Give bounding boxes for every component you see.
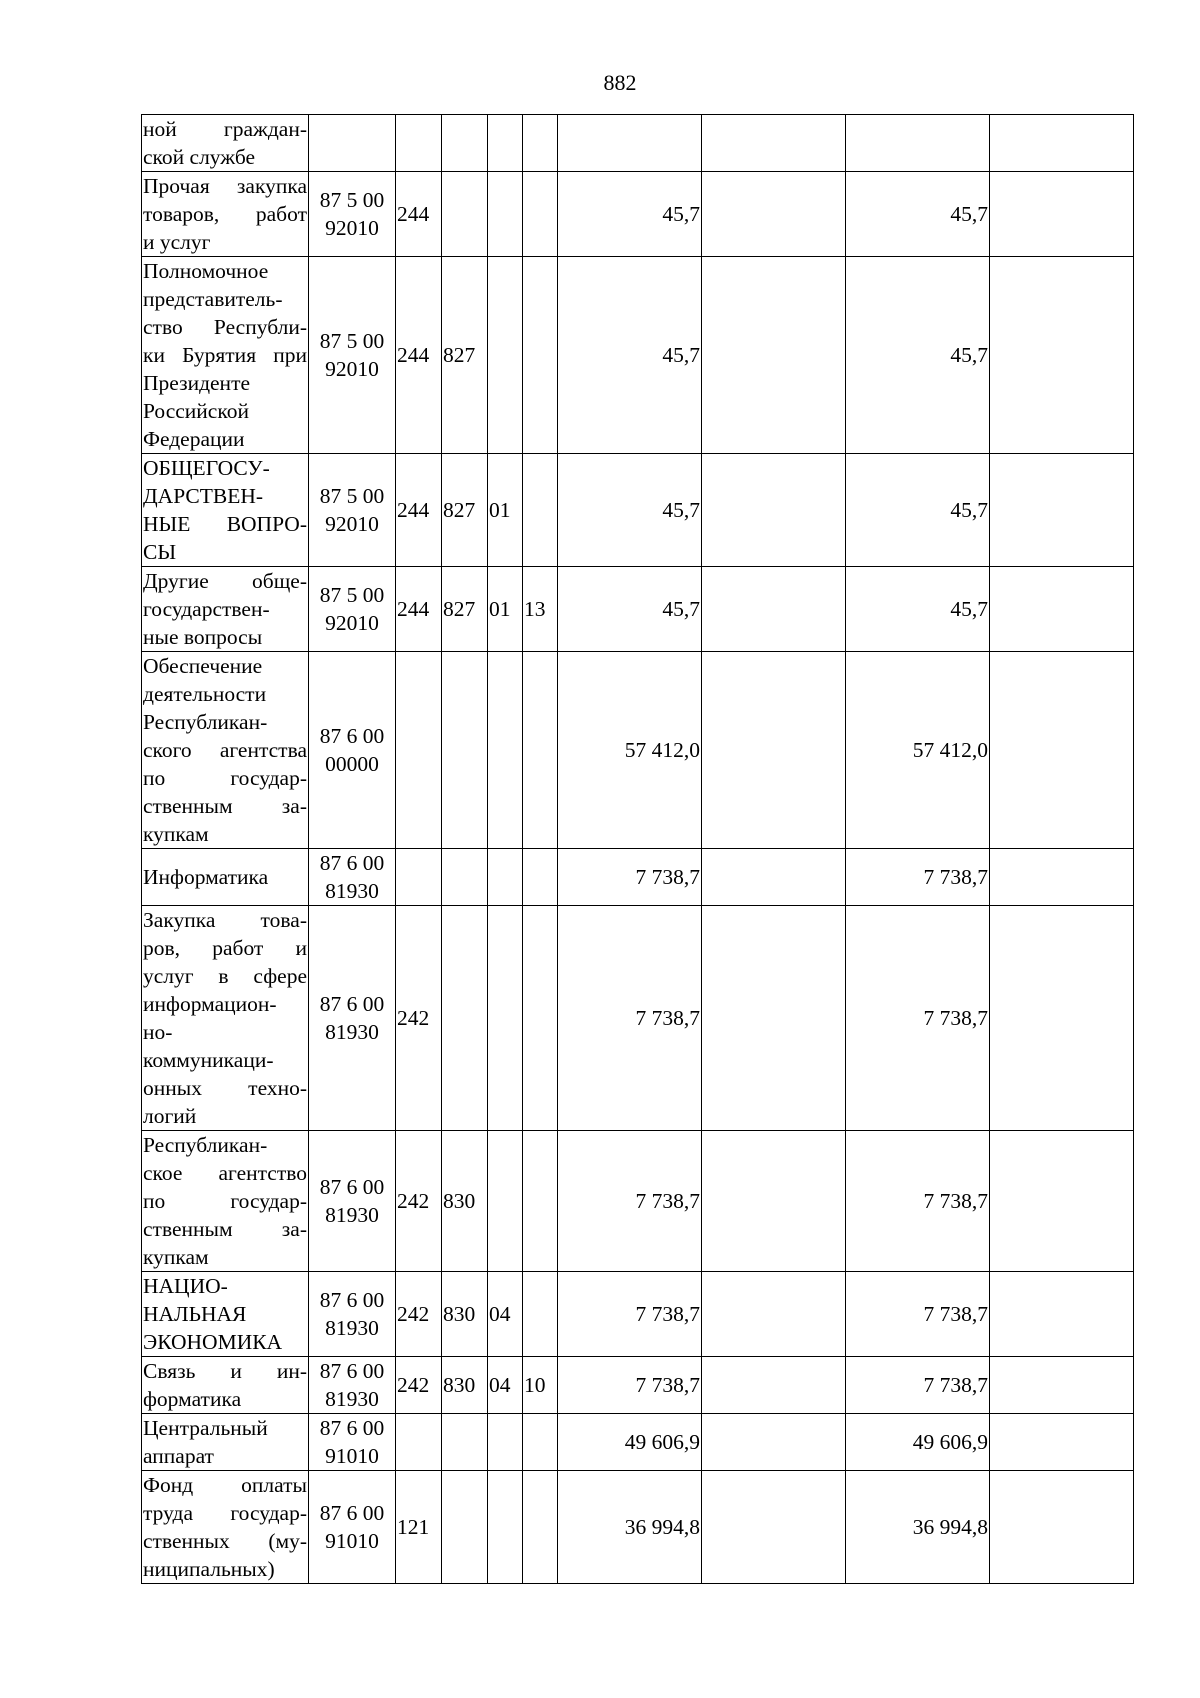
ministry-code-cell [442, 115, 488, 172]
target-article-cell [309, 906, 396, 1131]
amount-cell-1: 7 738,7 [558, 906, 702, 1131]
expense-name-line: деятельности [143, 682, 267, 706]
expense-name-cell [142, 1272, 309, 1357]
target-article-cell [309, 454, 396, 567]
target-article-line: 81930 [325, 1020, 379, 1044]
expense-name-line: государствен- [143, 597, 270, 621]
expense-name-cell [142, 454, 309, 567]
target-article-line: 92010 [325, 216, 379, 240]
subsection-cell [523, 172, 558, 257]
target-article-line: 92010 [325, 512, 379, 536]
expense-type-cell: 242 [396, 906, 442, 1131]
amount-cell-1: 45,7 [558, 257, 702, 454]
expense-name-line: информацион- [143, 992, 277, 1016]
expense-name-line: ки Бурятия при [143, 343, 307, 367]
section-cell [488, 1471, 523, 1584]
section-cell [488, 652, 523, 849]
subsection-cell [523, 906, 558, 1131]
target-article-line: 92010 [325, 611, 379, 635]
target-article-cell [309, 567, 396, 652]
table-row [142, 115, 1134, 172]
amount-cell-2 [702, 906, 846, 1131]
subsection-cell [523, 849, 558, 906]
amount-cell-1: 36 994,8 [558, 1471, 702, 1584]
expense-type-cell: 244 [396, 172, 442, 257]
amount-cell-4 [990, 1414, 1134, 1471]
target-article-cell [309, 1272, 396, 1357]
target-article-line: 81930 [325, 1203, 379, 1227]
expense-name-line: Связь и ин- [143, 1359, 307, 1383]
table-row [142, 567, 1134, 652]
subsection-cell [523, 652, 558, 849]
expense-name-line: труда государ- [143, 1501, 307, 1525]
amount-cell-3: 36 994,8 [846, 1471, 990, 1584]
expense-name-cell [142, 1131, 309, 1272]
expense-name-line: Фонд оплаты [143, 1473, 307, 1497]
target-article-cell [309, 257, 396, 454]
subsection-cell [523, 1471, 558, 1584]
expense-name-line: но- [143, 1020, 173, 1044]
budget-table-body [142, 115, 1134, 1584]
expense-name-line: Прочая закупка [143, 174, 307, 198]
ministry-code-cell: 827 [442, 567, 488, 652]
section-cell [488, 849, 523, 906]
amount-cell-3: 7 738,7 [846, 849, 990, 906]
target-article-cell [309, 849, 396, 906]
budget-table [141, 114, 1134, 1584]
amount-cell-3: 45,7 [846, 257, 990, 454]
section-cell [488, 906, 523, 1131]
amount-cell-2 [702, 454, 846, 567]
expense-name-line: Республикан- [143, 710, 268, 734]
subsection-cell: 13 [523, 567, 558, 652]
subsection-cell [523, 1272, 558, 1357]
expense-name-line: Информатика [143, 865, 269, 889]
expense-name-line: ров, работ и [143, 936, 307, 960]
expense-name-cell [142, 849, 309, 906]
table-row [142, 1357, 1134, 1414]
amount-cell-3: 57 412,0 [846, 652, 990, 849]
amount-cell-3: 7 738,7 [846, 1131, 990, 1272]
subsection-cell [523, 257, 558, 454]
amount-cell-4 [990, 849, 1134, 906]
expense-name-line: ОБЩЕГОСУ- [143, 456, 270, 480]
section-cell: 01 [488, 454, 523, 567]
expense-type-cell: 242 [396, 1357, 442, 1414]
expense-name-line: онных техно- [143, 1076, 307, 1100]
section-cell: 04 [488, 1272, 523, 1357]
amount-cell-4 [990, 454, 1134, 567]
section-cell [488, 1414, 523, 1471]
target-article-cell [309, 1357, 396, 1414]
table-row [142, 906, 1134, 1131]
table-row [142, 454, 1134, 567]
expense-name-cell [142, 115, 309, 172]
expense-name-line: Закупка това- [143, 908, 307, 932]
target-article-line: 87 6 00 [319, 724, 385, 748]
target-article-line: 87 6 00 [319, 1416, 385, 1440]
target-article-cell [309, 1131, 396, 1272]
expense-name-line: купкам [143, 1245, 209, 1269]
ministry-code-cell [442, 172, 488, 257]
expense-name-cell [142, 906, 309, 1131]
target-article-line: 87 5 00 [319, 484, 385, 508]
amount-cell-2 [702, 652, 846, 849]
table-row [142, 172, 1134, 257]
expense-type-cell: 244 [396, 567, 442, 652]
ministry-code-cell: 830 [442, 1357, 488, 1414]
expense-name-line: Федерации [143, 427, 245, 451]
amount-cell-4 [990, 172, 1134, 257]
expense-name-line: ные вопросы [143, 625, 263, 649]
expense-name-line: ственным за- [143, 1217, 307, 1241]
amount-cell-4 [990, 567, 1134, 652]
target-article-line: 81930 [325, 1316, 379, 1340]
expense-type-cell [396, 652, 442, 849]
expense-name-cell [142, 567, 309, 652]
amount-cell-1: 7 738,7 [558, 1357, 702, 1414]
expense-name-line: Республикан- [143, 1133, 268, 1157]
target-article-line: 81930 [325, 879, 379, 903]
amount-cell-4 [990, 1131, 1134, 1272]
expense-type-cell: 244 [396, 454, 442, 567]
ministry-code-cell [442, 906, 488, 1131]
amount-cell-2 [702, 1131, 846, 1272]
expense-name-line: товаров, работ [143, 202, 307, 226]
subsection-cell: 10 [523, 1357, 558, 1414]
section-cell: 01 [488, 567, 523, 652]
amount-cell-2 [702, 1357, 846, 1414]
expense-type-cell [396, 1414, 442, 1471]
amount-cell-1: 7 738,7 [558, 1131, 702, 1272]
ministry-code-cell [442, 1471, 488, 1584]
expense-name-line: НЫЕ ВОПРО- [143, 512, 307, 536]
table-row [142, 257, 1134, 454]
target-article-line: 87 6 00 [319, 1359, 385, 1383]
amount-cell-2 [702, 849, 846, 906]
amount-cell-4 [990, 257, 1134, 454]
expense-name-line: Обеспечение [143, 654, 263, 678]
target-article-line: 87 6 00 [319, 851, 385, 875]
expense-name-cell [142, 652, 309, 849]
amount-cell-2 [702, 115, 846, 172]
amount-cell-1: 57 412,0 [558, 652, 702, 849]
expense-type-cell: 242 [396, 1272, 442, 1357]
amount-cell-4 [990, 115, 1134, 172]
table-row [142, 1414, 1134, 1471]
expense-name-line: аппарат [143, 1444, 214, 1468]
amount-cell-1: 45,7 [558, 172, 702, 257]
target-article-cell [309, 172, 396, 257]
expense-name-line: по государ- [143, 1189, 307, 1213]
expense-name-cell [142, 1414, 309, 1471]
expense-name-line: НАЦИО- [143, 1274, 228, 1298]
amount-cell-4 [990, 1357, 1134, 1414]
amount-cell-1: 7 738,7 [558, 1272, 702, 1357]
target-article-line: 87 6 00 [319, 992, 385, 1016]
ministry-code-cell: 827 [442, 454, 488, 567]
subsection-cell [523, 1414, 558, 1471]
amount-cell-3 [846, 115, 990, 172]
ministry-code-cell: 830 [442, 1272, 488, 1357]
amount-cell-4 [990, 1272, 1134, 1357]
expense-type-cell [396, 115, 442, 172]
target-article-line: 87 5 00 [319, 583, 385, 607]
target-article-line: 92010 [325, 357, 379, 381]
expense-name-line: по государ- [143, 766, 307, 790]
expense-type-cell [396, 849, 442, 906]
table-row [142, 849, 1134, 906]
expense-name-line: услуг в сфере [143, 964, 307, 988]
amount-cell-2 [702, 257, 846, 454]
amount-cell-3: 7 738,7 [846, 1357, 990, 1414]
expense-name-cell [142, 172, 309, 257]
section-cell: 04 [488, 1357, 523, 1414]
amount-cell-3: 45,7 [846, 567, 990, 652]
ministry-code-cell: 827 [442, 257, 488, 454]
amount-cell-2 [702, 172, 846, 257]
target-article-cell [309, 652, 396, 849]
amount-cell-3: 7 738,7 [846, 1272, 990, 1357]
expense-name-line: ДАРСТВЕН- [143, 484, 264, 508]
amount-cell-1: 45,7 [558, 567, 702, 652]
amount-cell-3: 49 606,9 [846, 1414, 990, 1471]
target-article-cell [309, 115, 396, 172]
expense-name-line: ского агентства [143, 738, 307, 762]
expense-name-line: ственных (му- [143, 1529, 307, 1553]
expense-name-line: ство Республи- [143, 315, 307, 339]
table-row [142, 1272, 1134, 1357]
target-article-line: 91010 [325, 1444, 379, 1468]
amount-cell-4 [990, 652, 1134, 849]
expense-name-line: коммуникаци- [143, 1048, 274, 1072]
table-row [142, 1471, 1134, 1584]
amount-cell-3: 45,7 [846, 454, 990, 567]
amount-cell-2 [702, 567, 846, 652]
target-article-line: 87 5 00 [319, 329, 385, 353]
target-article-line: 00000 [325, 752, 379, 776]
amount-cell-4 [990, 906, 1134, 1131]
expense-name-line: Центральный [143, 1416, 268, 1440]
amount-cell-3: 7 738,7 [846, 906, 990, 1131]
ministry-code-cell [442, 652, 488, 849]
amount-cell-1: 45,7 [558, 454, 702, 567]
expense-name-line: ское агентство [143, 1161, 307, 1185]
expense-type-cell: 121 [396, 1471, 442, 1584]
expense-name-line: купкам [143, 822, 209, 846]
target-article-line: 91010 [325, 1529, 379, 1553]
subsection-cell [523, 1131, 558, 1272]
amount-cell-4 [990, 1471, 1134, 1584]
target-article-cell [309, 1414, 396, 1471]
expense-name-line: НАЛЬНАЯ [143, 1302, 247, 1326]
section-cell [488, 115, 523, 172]
expense-name-line: и услуг [143, 230, 211, 254]
expense-name-line: Российской [143, 399, 249, 423]
subsection-cell [523, 454, 558, 567]
expense-name-line: Президенте [143, 371, 251, 395]
expense-name-line: Другие обще- [143, 569, 307, 593]
subsection-cell [523, 115, 558, 172]
expense-name-line: представитель- [143, 287, 283, 311]
amount-cell-2 [702, 1414, 846, 1471]
expense-name-line: ственным за- [143, 794, 307, 818]
table-row [142, 1131, 1134, 1272]
amount-cell-1: 7 738,7 [558, 849, 702, 906]
target-article-line: 87 6 00 [319, 1501, 385, 1525]
ministry-code-cell [442, 1414, 488, 1471]
ministry-code-cell: 830 [442, 1131, 488, 1272]
section-cell [488, 257, 523, 454]
amount-cell-2 [702, 1471, 846, 1584]
expense-name-cell [142, 257, 309, 454]
ministry-code-cell [442, 849, 488, 906]
amount-cell-1: 49 606,9 [558, 1414, 702, 1471]
expense-name-cell [142, 1471, 309, 1584]
page-number: 882 [603, 70, 637, 95]
expense-name-line: логий [143, 1104, 197, 1128]
amount-cell-2 [702, 1272, 846, 1357]
target-article-cell [309, 1471, 396, 1584]
expense-name-line: ной граждан- [143, 117, 307, 141]
amount-cell-1 [558, 115, 702, 172]
amount-cell-3: 45,7 [846, 172, 990, 257]
table-row [142, 652, 1134, 849]
expense-name-line: ниципальных) [143, 1557, 275, 1581]
target-article-line: 87 6 00 [319, 1175, 385, 1199]
expense-name-line: ской службе [143, 145, 256, 169]
expense-name-line: Полномочное [143, 259, 269, 283]
section-cell [488, 1131, 523, 1272]
expense-type-cell: 242 [396, 1131, 442, 1272]
expense-name-line: СЫ [143, 540, 177, 564]
target-article-line: 87 5 00 [319, 188, 385, 212]
section-cell [488, 172, 523, 257]
expense-type-cell: 244 [396, 257, 442, 454]
expense-name-cell [142, 1357, 309, 1414]
expense-name-line: форматика [143, 1387, 242, 1411]
target-article-line: 81930 [325, 1387, 379, 1411]
expense-name-line: ЭКОНОМИКА [143, 1330, 283, 1354]
target-article-line: 87 6 00 [319, 1288, 385, 1312]
